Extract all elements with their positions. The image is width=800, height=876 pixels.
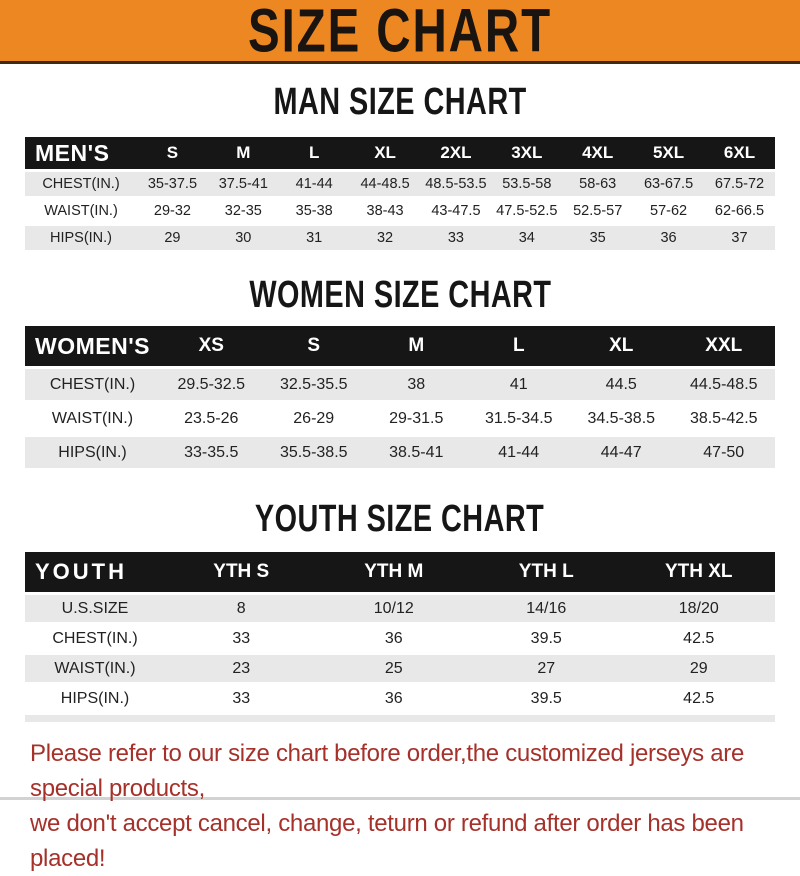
women-section-heading-text: WOMEN SIZE CHART xyxy=(248,273,552,316)
youth-row-waist-in xyxy=(25,655,775,682)
youth-cell-chest-in-yth-s: 33 xyxy=(165,625,318,652)
womens-cell-waist-in-xs: 23.5-26 xyxy=(160,403,263,434)
banner-title: SIZE CHART xyxy=(248,0,552,65)
mens-cell-waist-in-s: 29-32 xyxy=(137,199,208,223)
youth-cell-waist-in-yth-xl: 29 xyxy=(623,655,776,682)
mens-column-s: S xyxy=(137,137,208,169)
youth-cell-hips-in-yth-l: 39.5 xyxy=(470,685,623,712)
mens-column-4xl: 4XL xyxy=(562,137,633,169)
mens-cell-chest-in-6xl: 67.5-72 xyxy=(704,172,775,196)
mens-row-waist-in xyxy=(25,199,775,223)
man-section-heading xyxy=(0,80,800,123)
row-label: HIPS(IN.) xyxy=(25,685,165,712)
youth-column-yth-xl: YTH XL xyxy=(623,552,776,592)
mens-cell-hips-in-3xl: 34 xyxy=(491,226,562,250)
youth-column-yth-l: YTH L xyxy=(470,552,623,592)
womens-cell-chest-in-m: 38 xyxy=(365,369,468,400)
row-label: CHEST(IN.) xyxy=(25,625,165,652)
womens-cell-waist-in-l: 31.5-34.5 xyxy=(468,403,571,434)
mens-cell-hips-in-6xl: 37 xyxy=(704,226,775,250)
womens-cell-waist-in-xxl: 38.5-42.5 xyxy=(673,403,776,434)
mens-cell-waist-in-6xl: 62-66.5 xyxy=(704,199,775,223)
youth-cell-waist-in-yth-l: 27 xyxy=(470,655,623,682)
womens-row-waist-in xyxy=(25,403,775,434)
womens-cell-waist-in-s: 26-29 xyxy=(263,403,366,434)
youth-cell-waist-in-yth-s: 23 xyxy=(165,655,318,682)
youth-cell-u-s-size-yth-s: 8 xyxy=(165,595,318,622)
mens-group-label: MEN'S xyxy=(25,137,137,169)
youth-header-row xyxy=(25,552,775,592)
youth-cell-u-s-size-yth-xl: 18/20 xyxy=(623,595,776,622)
womens-cell-hips-in-s: 35.5-38.5 xyxy=(263,437,366,468)
mens-column-5xl: 5XL xyxy=(633,137,704,169)
youth-cell-chest-in-yth-l: 39.5 xyxy=(470,625,623,652)
mens-cell-waist-in-xl: 38-43 xyxy=(350,199,421,223)
mens-column-m: M xyxy=(208,137,279,169)
mens-cell-chest-in-m: 37.5-41 xyxy=(208,172,279,196)
row-label: WAIST(IN.) xyxy=(25,403,160,434)
womens-cell-chest-in-xl: 44.5 xyxy=(570,369,673,400)
womens-row-chest-in xyxy=(25,369,775,400)
mens-cell-hips-in-5xl: 36 xyxy=(633,226,704,250)
mens-cell-hips-in-2xl: 33 xyxy=(421,226,492,250)
order-notice-line-2: we don't accept cancel, change, teturn or refund after order has been placed! xyxy=(30,810,744,872)
womens-cell-waist-in-xl: 34.5-38.5 xyxy=(570,403,673,434)
mens-cell-chest-in-l: 41-44 xyxy=(279,172,350,196)
row-label: WAIST(IN.) xyxy=(25,199,137,223)
womens-cell-hips-in-xl: 44-47 xyxy=(570,437,673,468)
youth-cell-chest-in-yth-xl: 42.5 xyxy=(623,625,776,652)
womens-cell-hips-in-xxl: 47-50 xyxy=(673,437,776,468)
youth-section-heading-text: YOUTH SIZE CHART xyxy=(255,497,545,540)
mens-cell-chest-in-s: 35-37.5 xyxy=(137,172,208,196)
mens-cell-hips-in-4xl: 35 xyxy=(562,226,633,250)
mens-cell-chest-in-2xl: 48.5-53.5 xyxy=(421,172,492,196)
womens-size-table xyxy=(25,323,775,471)
womens-cell-hips-in-l: 41-44 xyxy=(468,437,571,468)
youth-cell-waist-in-yth-m: 25 xyxy=(318,655,471,682)
youth-cell-hips-in-yth-m: 36 xyxy=(318,685,471,712)
mens-cell-hips-in-m: 30 xyxy=(208,226,279,250)
row-label: HIPS(IN.) xyxy=(25,226,137,250)
womens-cell-chest-in-s: 32.5-35.5 xyxy=(263,369,366,400)
youth-cell-hips-in-yth-s: 33 xyxy=(165,685,318,712)
womens-cell-chest-in-l: 41 xyxy=(468,369,571,400)
womens-column-l: L xyxy=(468,326,571,366)
order-notice xyxy=(0,736,800,876)
womens-column-m: M xyxy=(365,326,468,366)
mens-cell-hips-in-l: 31 xyxy=(279,226,350,250)
mens-column-3xl: 3XL xyxy=(491,137,562,169)
womens-cell-waist-in-m: 29-31.5 xyxy=(365,403,468,434)
youth-column-yth-m: YTH M xyxy=(318,552,471,592)
mens-cell-hips-in-s: 29 xyxy=(137,226,208,250)
row-label: HIPS(IN.) xyxy=(25,437,160,468)
mens-column-l: L xyxy=(279,137,350,169)
youth-group-label: YOUTH xyxy=(25,552,165,592)
youth-row-u-s-size xyxy=(25,595,775,622)
womens-cell-chest-in-xxl: 44.5-48.5 xyxy=(673,369,776,400)
youth-size-table xyxy=(25,549,775,722)
youth-cell-u-s-size-yth-l: 14/16 xyxy=(470,595,623,622)
youth-row-hips-in xyxy=(25,685,775,712)
mens-header-row xyxy=(25,137,775,169)
mens-cell-waist-in-4xl: 52.5-57 xyxy=(562,199,633,223)
row-label: CHEST(IN.) xyxy=(25,369,160,400)
row-label: U.S.SIZE xyxy=(25,595,165,622)
mens-column-xl: XL xyxy=(350,137,421,169)
youth-column-yth-s: YTH S xyxy=(165,552,318,592)
mens-row-hips-in xyxy=(25,226,775,250)
mens-size-table xyxy=(25,134,775,253)
youth-cell-chest-in-yth-m: 36 xyxy=(318,625,471,652)
mens-cell-waist-in-l: 35-38 xyxy=(279,199,350,223)
mens-column-2xl: 2XL xyxy=(421,137,492,169)
mens-row-chest-in xyxy=(25,172,775,196)
womens-column-xxl: XXL xyxy=(673,326,776,366)
mens-column-6xl: 6XL xyxy=(704,137,775,169)
mens-cell-chest-in-4xl: 58-63 xyxy=(562,172,633,196)
womens-row-hips-in xyxy=(25,437,775,468)
row-label: WAIST(IN.) xyxy=(25,655,165,682)
youth-cell-hips-in-yth-xl: 42.5 xyxy=(623,685,776,712)
row-label: CHEST(IN.) xyxy=(25,172,137,196)
youth-row-chest-in xyxy=(25,625,775,652)
youth-cell-u-s-size-yth-m: 10/12 xyxy=(318,595,471,622)
mens-cell-waist-in-3xl: 47.5-52.5 xyxy=(491,199,562,223)
order-notice-line-1: Please refer to our size chart before order,the customized jerseys are special products, xyxy=(30,740,745,802)
womens-cell-hips-in-m: 38.5-41 xyxy=(365,437,468,468)
man-section-heading-text: MAN SIZE CHART xyxy=(273,80,527,123)
mens-cell-chest-in-5xl: 63-67.5 xyxy=(633,172,704,196)
womens-column-s: S xyxy=(263,326,366,366)
womens-header-row xyxy=(25,326,775,366)
mens-cell-hips-in-xl: 32 xyxy=(350,226,421,250)
mens-cell-chest-in-xl: 44-48.5 xyxy=(350,172,421,196)
mens-cell-waist-in-2xl: 43-47.5 xyxy=(421,199,492,223)
mens-cell-chest-in-3xl: 53.5-58 xyxy=(491,172,562,196)
womens-cell-chest-in-xs: 29.5-32.5 xyxy=(160,369,263,400)
mens-cell-waist-in-5xl: 57-62 xyxy=(633,199,704,223)
womens-group-label: WOMEN'S xyxy=(25,326,160,366)
womens-column-xs: XS xyxy=(160,326,263,366)
womens-cell-hips-in-xs: 33-35.5 xyxy=(160,437,263,468)
womens-column-xl: XL xyxy=(570,326,673,366)
size-chart-banner xyxy=(0,0,800,64)
youth-section-heading xyxy=(0,497,800,540)
women-section-heading xyxy=(0,273,800,316)
mens-cell-waist-in-m: 32-35 xyxy=(208,199,279,223)
